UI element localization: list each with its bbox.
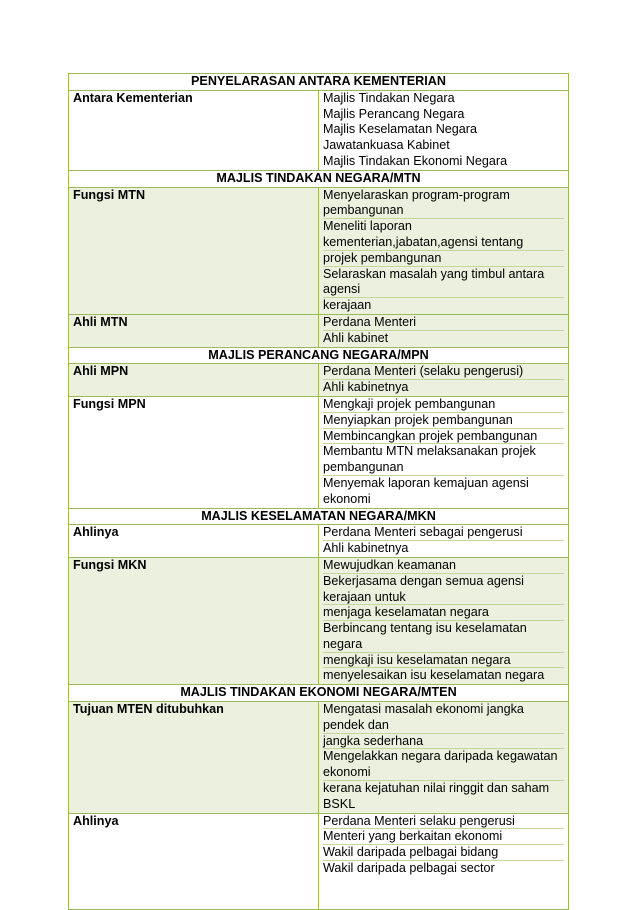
value-line: Menyemak laporan kemajuan agensi ekonomi [323, 475, 529, 506]
value-line: projek pembangunan [323, 251, 564, 267]
section-header-row [69, 685, 569, 702]
value-line: Perdana Menteri sebagai pengerusi [323, 525, 564, 541]
info-row [69, 396, 569, 508]
info-row [69, 702, 569, 814]
info-row [69, 364, 569, 397]
row-values [319, 364, 569, 397]
value-line: menyelesaikan isu keselamatan negara [323, 668, 545, 683]
intro-line: Majlis Perancang Negara [323, 106, 465, 121]
value-line: jangka sederhana [323, 734, 564, 750]
row-label: Tujuan MTEN ditubuhkan [69, 702, 319, 814]
value-line: Mewujudkan keamanan [323, 558, 564, 574]
value-line: Mengatasi masalah ekonomi jangka pendek dan [323, 702, 564, 734]
intro-line: Majlis Tindakan Ekonomi Negara [323, 153, 508, 168]
info-row [69, 557, 569, 684]
intro-line: Majlis Keselamatan Negara [323, 122, 477, 137]
value-line: Meneliti laporan kementerian,jabatan,agensi tentang [323, 219, 564, 251]
value-line: Berbincang tentang isu keselamatan negara [323, 621, 564, 653]
row-label: Ahlinya [69, 525, 319, 558]
value-line: Membantu MTN melaksanakan projek pembangunan [323, 444, 564, 476]
value-line: kerana kejatuhan nilai ringgit dan saham BSKL [323, 781, 550, 811]
table-title: PENYELARASAN ANTARA KEMENTERIAN [69, 74, 569, 91]
info-row [69, 187, 569, 314]
coordination-table [68, 73, 569, 910]
section-header-row [69, 347, 569, 364]
row-label: Ahlinya [69, 813, 319, 909]
section-heading: MAJLIS KESELAMATAN NEGARA/MKN [69, 508, 569, 525]
section-heading: MAJLIS TINDAKAN EKONOMI NEGARA/MTEN [69, 685, 569, 702]
row-label: Ahli MPN [69, 364, 319, 397]
row-values [319, 702, 569, 814]
value-line: Selaraskan masalah yang timbul antara agensi [323, 267, 564, 299]
value-line: Mengelakkan negara daripada kegawatan ekonomi [323, 749, 564, 781]
value-line: Perdana Menteri (selaku pengerusi) [323, 364, 564, 380]
section-header-row [69, 170, 569, 187]
value-line: Wakil daripada pelbagai bidang [323, 845, 564, 861]
value-line: Ahli kabinetnya [323, 541, 409, 556]
value-line: menjaga keselamatan negara [323, 605, 564, 621]
value-line: Wakil daripada pelbagai sector [323, 861, 495, 876]
value-line: kerajaan [323, 298, 372, 313]
info-row [69, 813, 569, 909]
value-line: Bekerjasama dengan semua agensi kerajaan untuk [323, 574, 564, 606]
value-line: Membincangkan projek pembangunan [323, 429, 564, 445]
section-header-row [69, 508, 569, 525]
value-line: Menteri yang berkaitan ekonomi [323, 829, 564, 845]
value-line: Ahli kabinetnya [323, 380, 409, 395]
row-label: Fungsi MTN [69, 187, 319, 314]
value-line: Ahli kabinet [323, 330, 389, 345]
value-line: Perdana Menteri [323, 315, 564, 331]
row-label: Fungsi MKN [69, 557, 319, 684]
intro-row [69, 90, 569, 170]
intro-label: Antara Kementerian [69, 90, 319, 170]
info-row [69, 314, 569, 347]
value-line: Menyelaraskan program-program pembangunan [323, 188, 564, 220]
value-line: mengkaji isu keselamatan negara [323, 653, 564, 669]
section-heading: MAJLIS TINDAKAN NEGARA/MTN [69, 170, 569, 187]
title-row [69, 74, 569, 91]
row-label: Ahli MTN [69, 314, 319, 347]
intro-values [319, 90, 569, 170]
row-values [319, 396, 569, 508]
value-line: Perdana Menteri selaku pengerusi [323, 814, 564, 830]
section-heading: MAJLIS PERANCANG NEGARA/MPN [69, 347, 569, 364]
row-values [319, 187, 569, 314]
intro-line: Jawatankuasa Kabinet [323, 138, 450, 153]
row-values [319, 525, 569, 558]
intro-line: Majlis Tindakan Negara [323, 90, 455, 105]
row-label: Fungsi MPN [69, 396, 319, 508]
table-body [69, 74, 569, 910]
info-row [69, 525, 569, 558]
row-values [319, 557, 569, 684]
value-line: Menyiapkan projek pembangunan [323, 413, 564, 429]
value-line: Mengkaji projek pembangunan [323, 397, 564, 413]
row-values [319, 813, 569, 909]
row-values [319, 314, 569, 347]
